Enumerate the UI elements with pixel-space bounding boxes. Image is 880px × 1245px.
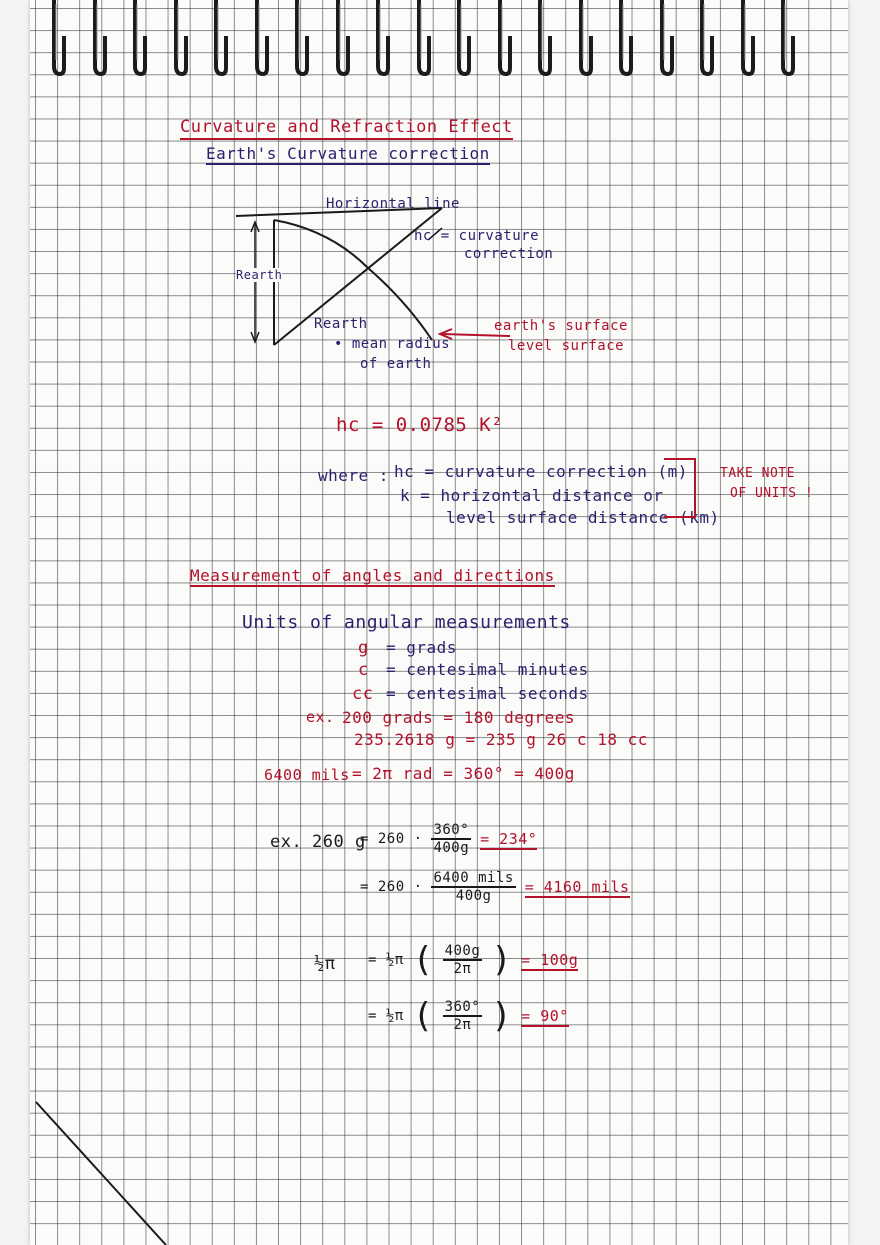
unit-desc-cc: = centesimal seconds — [386, 684, 589, 703]
of-earth-label: of earth — [360, 356, 432, 372]
definition-hc: hc = curvature correction (m) — [394, 462, 688, 481]
ex3-eq2-den: 400g — [455, 888, 492, 904]
page-subtitle: Earth's Curvature correction — [206, 144, 490, 163]
ex4-eq1-paren-close: ) — [491, 940, 513, 980]
conversion-mils: 6400 mils — [264, 766, 350, 784]
hc-label: hc = curvature — [414, 228, 540, 244]
mean-radius-label: • mean radius — [334, 336, 451, 352]
example2: 235.2618 g = 235 g 26 c 18 cc — [354, 730, 648, 749]
ex4-eq2-paren-close: ) — [491, 996, 513, 1036]
unit-symbol-g: g — [358, 638, 369, 658]
example4-lhs: ½π — [314, 954, 336, 974]
where-label: where : — [318, 466, 389, 485]
page-title: Curvature and Refraction Effect — [180, 117, 513, 140]
section-title-angles: Measurement of angles and directions — [190, 566, 555, 585]
ex3-eq2-num: 6400 mils — [433, 870, 514, 886]
unit-desc-g: = grads — [386, 638, 457, 657]
units-title: Units of angular measurements — [242, 612, 571, 633]
unit-symbol-cc: cc — [352, 684, 374, 704]
example1: 200 grads = 180 degrees — [342, 708, 576, 727]
earth-surface-label: earth's surface — [494, 318, 628, 334]
ex3-eq2-mult: = 260 · — [360, 879, 423, 895]
ex4-eq1-mult: = ½π — [368, 952, 404, 968]
unit-desc-c: = centesimal minutes — [386, 660, 589, 679]
ex3-eq2-result: = 4160 mils — [524, 878, 630, 896]
notebook-page — [30, 0, 848, 1245]
ex4-eq2-num: 360° — [444, 999, 481, 1015]
ex4-eq2-mult: = ½π — [368, 1008, 404, 1024]
take-note-2: OF UNITS ! — [730, 486, 814, 501]
definition-k: k = horizontal distance or — [400, 486, 664, 505]
conversion-rest: = 2π rad = 360° = 400g — [352, 764, 575, 783]
level-surface-label: level surface — [508, 338, 625, 354]
ex3-eq1-result: = 234° — [480, 830, 538, 848]
ex4-eq1-paren-open: ( — [412, 940, 434, 980]
horizontal-line-label: Horizontal line — [326, 196, 460, 212]
ex3-eq1-num: 360° — [433, 822, 470, 838]
ex3-eq1-mult: = 260 · — [360, 831, 423, 847]
r-earth-left: Rearth — [236, 268, 283, 282]
example3-lhs: 260 g — [312, 832, 366, 852]
ex4-eq2-den: 2π — [453, 1017, 472, 1033]
ex4-eq1-num: 400g — [444, 943, 481, 959]
take-note: TAKE NOTE — [720, 466, 795, 481]
unit-symbol-c: c — [358, 660, 369, 680]
example3-prefix: ex. — [270, 832, 303, 852]
ex4-eq2-paren-open: ( — [412, 996, 434, 1036]
example1-prefix: ex. — [306, 708, 335, 726]
ex4-eq1-result: = 100g — [521, 951, 579, 969]
curvature-formula: hc = 0.0785 K² — [336, 414, 504, 436]
ex4-eq1-den: 2π — [453, 961, 472, 977]
corner-fold — [30, 0, 848, 1245]
r-earth-center: Rearth — [314, 316, 368, 332]
ex3-eq1-den: 400g — [433, 840, 470, 856]
hc-label-2: correction — [464, 246, 554, 262]
ex4-eq2-result: = 90° — [521, 1007, 569, 1025]
definition-k-2: level surface distance (km) — [446, 508, 720, 527]
